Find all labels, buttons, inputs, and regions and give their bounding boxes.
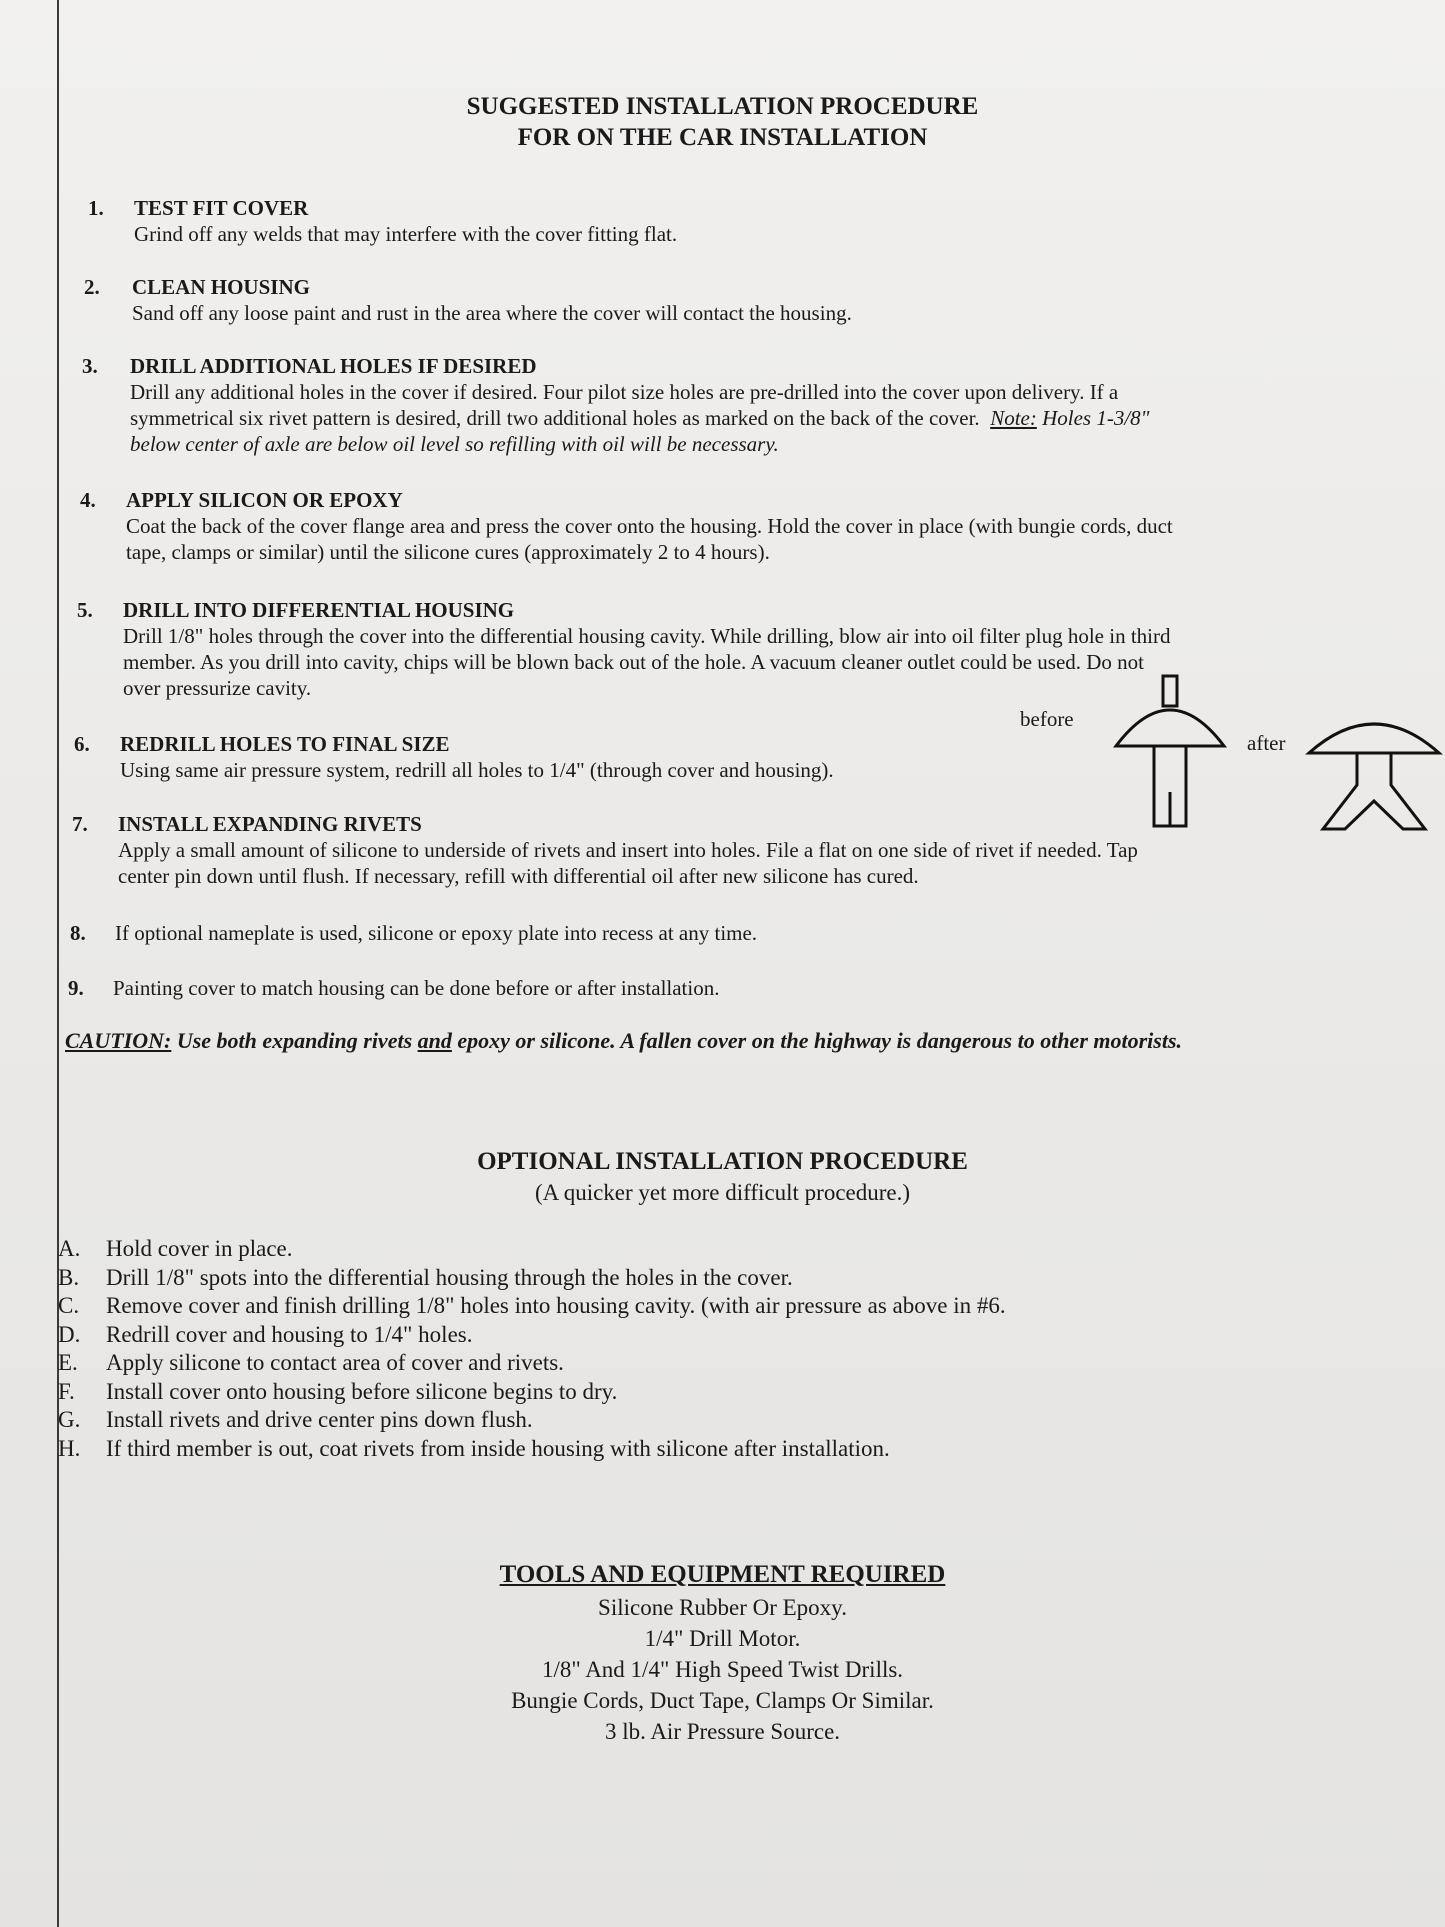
step-body-line1: Drill any additional holes in the cover if desired. Four pilot size holes are pre-drilled into the cover upon delivery. If a bbox=[130, 380, 1119, 404]
item-text: If third member is out, coat rivets from inside housing with silicone after installation. bbox=[106, 1435, 890, 1461]
step-number: 8. bbox=[70, 921, 86, 945]
step-body-line1: Drill 1/8" holes through the cover into the differential housing cavity. While drilling, blow air into oil filter plug hole in third bbox=[123, 624, 1171, 648]
step-2 bbox=[84, 274, 852, 326]
item-letter: G. bbox=[58, 1407, 81, 1432]
optional-procedure-list bbox=[58, 1235, 1006, 1463]
step-number: 1. bbox=[88, 196, 104, 220]
step-body-line3: over pressurize cavity. bbox=[123, 676, 312, 700]
list-item bbox=[58, 1264, 1006, 1293]
tool-item: Silicone Rubber Or Epoxy. bbox=[598, 1595, 847, 1620]
step-body-line2: tape, clamps or similar) until the silicone cures (approximately 2 to 4 hours). bbox=[126, 540, 770, 564]
list-item bbox=[58, 1378, 1006, 1407]
note-continued: below center of axle are below oil level so refilling with oil will be necessary. bbox=[130, 432, 779, 456]
step-body: Painting cover to match housing can be done before or after installation. bbox=[113, 976, 720, 1000]
step-number: 9. bbox=[68, 976, 84, 1000]
tool-item: 1/4" Drill Motor. bbox=[644, 1626, 801, 1651]
step-body-line2: member. As you drill into cavity, chips will be blown back out of the hole. A vacuum cleaner outlet could be used. Do not bbox=[123, 650, 1145, 674]
item-letter: D. bbox=[58, 1321, 81, 1347]
list-item bbox=[58, 1435, 1006, 1464]
item-text: Hold cover in place. bbox=[106, 1236, 293, 1261]
step-body-line2: center pin down until flush. If necessary, refill with differential oil after new silicone has cured. bbox=[118, 864, 919, 888]
step-4 bbox=[80, 487, 1173, 565]
step-8 bbox=[70, 920, 757, 946]
step-body: Grind off any welds that may interfere with the cover fitting flat. bbox=[134, 222, 678, 246]
step-body-line1: Apply a small amount of silicone to underside of rivets and insert into holes. File a flat on one side of rivet if needed. Tap bbox=[118, 838, 1138, 862]
caution-and: and bbox=[417, 1028, 452, 1053]
rivet-after-icon bbox=[1305, 705, 1443, 835]
caution-label: CAUTION: bbox=[65, 1028, 172, 1053]
item-letter: A. bbox=[58, 1236, 81, 1261]
step-body: If optional nameplate is used, silicone or epoxy plate into recess at any time. bbox=[115, 921, 758, 945]
list-item bbox=[58, 1235, 1006, 1264]
item-letter: H. bbox=[58, 1435, 81, 1461]
page-title-line2: FOR ON THE CAR INSTALLATION bbox=[517, 124, 928, 151]
page-title-line1: SUGGESTED INSTALLATION PROCEDURE bbox=[466, 93, 979, 120]
step-9 bbox=[68, 975, 719, 1001]
step-heading: TEST FIT COVER bbox=[134, 196, 309, 220]
step-heading: INSTALL EXPANDING RIVETS bbox=[118, 812, 422, 836]
item-letter: C. bbox=[58, 1293, 80, 1318]
step-number: 6. bbox=[74, 732, 90, 756]
step-number: 3. bbox=[82, 354, 98, 378]
step-6 bbox=[74, 731, 834, 783]
step-7 bbox=[72, 811, 1138, 889]
caution-text-2: epoxy or silicone. A fallen cover on the highway is dangerous to other motorists. bbox=[451, 1028, 1183, 1053]
optional-procedure-title: OPTIONAL INSTALLATION PROCEDURE bbox=[477, 1148, 968, 1175]
item-letter: F. bbox=[58, 1378, 75, 1404]
item-text: Remove cover and finish drilling 1/8" holes into housing cavity. (with air pressure as above in #6. bbox=[106, 1293, 1006, 1318]
caution-note bbox=[65, 1028, 1182, 1054]
step-heading: CLEAN HOUSING bbox=[132, 275, 310, 299]
list-item bbox=[58, 1406, 1006, 1435]
rivet-before-icon bbox=[1110, 672, 1230, 832]
step-number: 5. bbox=[77, 598, 93, 622]
step-heading: DRILL ADDITIONAL HOLES IF DESIRED bbox=[130, 354, 537, 378]
step-heading: APPLY SILICON OR EPOXY bbox=[126, 488, 403, 512]
step-body-line2: symmetrical six rivet pattern is desired, drill two additional holes as marked on the back of the cover. bbox=[130, 406, 980, 430]
step-heading: REDRILL HOLES TO FINAL SIZE bbox=[120, 732, 450, 756]
step-number: 7. bbox=[72, 812, 88, 836]
tool-item: 1/8" And 1/4" High Speed Twist Drills. bbox=[541, 1657, 904, 1682]
tools-title: TOOLS AND EQUIPMENT REQUIRED bbox=[499, 1561, 946, 1588]
list-item bbox=[58, 1349, 1006, 1378]
list-item bbox=[58, 1292, 1006, 1321]
item-text: Redrill cover and housing to 1/4" holes. bbox=[106, 1321, 473, 1347]
step-number: 2. bbox=[84, 275, 100, 299]
item-text: Install cover onto housing before silicone begins to dry. bbox=[106, 1378, 618, 1404]
caution-text-1: Use both expanding rivets bbox=[171, 1028, 418, 1053]
tools-list bbox=[0, 1592, 1445, 1747]
step-body: Sand off any loose paint and rust in the area where the cover will contact the housing. bbox=[132, 301, 852, 325]
step-body-line1: Coat the back of the cover flange area and press the cover onto the housing. Hold the cover in place (with bungie cords, duct bbox=[126, 514, 1173, 538]
tool-item: Bungie Cords, Duct Tape, Clamps Or Similar. bbox=[511, 1688, 934, 1713]
step-number: 4. bbox=[80, 488, 96, 512]
note-label: Note: bbox=[990, 406, 1037, 430]
optional-procedure-subtitle: (A quicker yet more difficult procedure.) bbox=[534, 1180, 911, 1205]
tool-item: 3 lb. Air Pressure Source. bbox=[604, 1719, 841, 1744]
step-5 bbox=[77, 597, 1171, 701]
step-heading: DRILL INTO DIFFERENTIAL HOUSING bbox=[123, 598, 515, 622]
after-label: after bbox=[1247, 731, 1286, 755]
step-1 bbox=[88, 195, 677, 247]
item-text: Apply silicone to contact area of cover and rivets. bbox=[106, 1350, 564, 1375]
step-3 bbox=[82, 353, 1149, 457]
list-item bbox=[58, 1321, 1006, 1350]
item-letter: B. bbox=[58, 1264, 80, 1290]
step-body: Using same air pressure system, redrill all holes to 1/4" (through cover and housing). bbox=[120, 758, 834, 782]
before-label: before bbox=[1020, 707, 1074, 731]
item-letter: E. bbox=[58, 1350, 78, 1375]
note-text: Holes 1-3/8" bbox=[1036, 406, 1150, 430]
item-text: Drill 1/8" spots into the differential housing through the holes in the cover. bbox=[106, 1264, 793, 1290]
item-text: Install rivets and drive center pins down flush. bbox=[106, 1407, 533, 1432]
